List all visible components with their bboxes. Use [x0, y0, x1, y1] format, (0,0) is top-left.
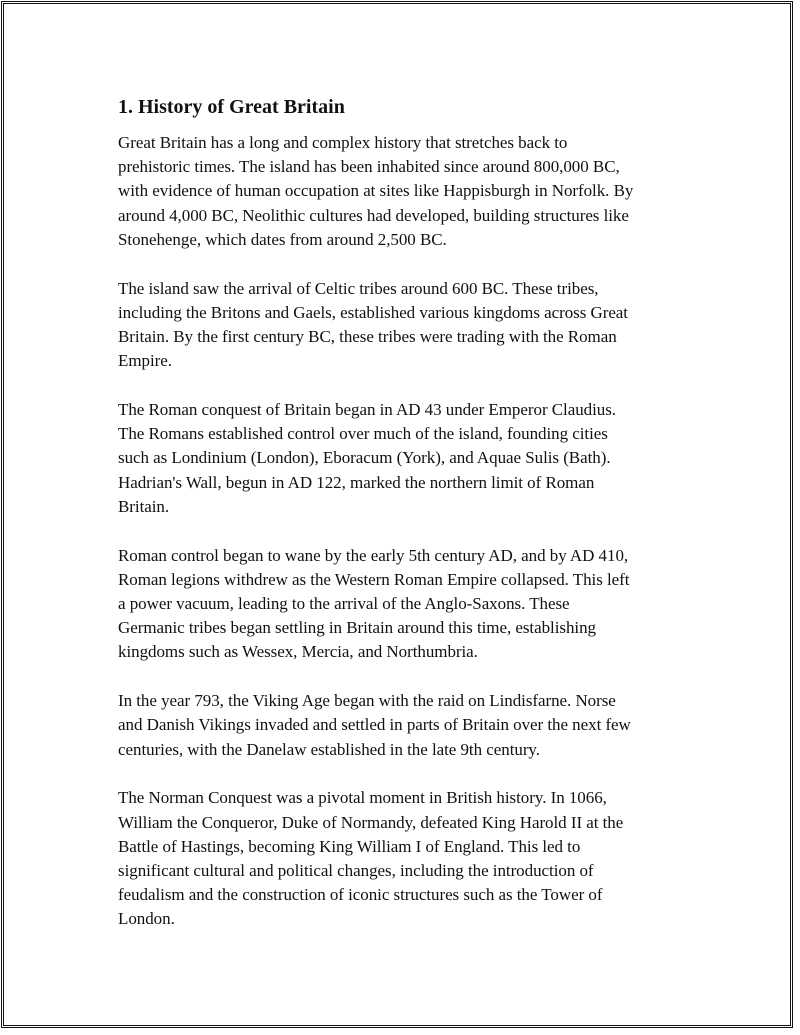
text-line: William the Conqueror, Duke of Normandy, defeated King Harold II at the — [118, 812, 624, 832]
paragraph-anglo-saxons — [118, 544, 688, 665]
text-line: The Roman conquest of Britain began in AD 43 under Emperor Claudius. — [118, 400, 617, 420]
text-line: In the year 793, the Viking Age began with the raid on Lindisfarne. Norse — [118, 691, 616, 711]
text-line: such as Londinium (London), Eboracum (York), and Aquae Sulis (Bath). — [118, 448, 611, 468]
paragraph-viking-age — [118, 689, 688, 762]
text-line: prehistoric times. The island has been inhabited since around 800,000 BC, — [118, 157, 620, 177]
text-line: significant cultural and political changes, including the introduction of — [118, 861, 594, 881]
text-line: with evidence of human occupation at sites like Happisburgh in Norfolk. By — [118, 181, 634, 201]
text-line: kingdoms such as Wessex, Mercia, and Northumbria. — [118, 642, 478, 662]
paragraph-celtic-tribes — [118, 277, 688, 374]
paragraph-norman-conquest — [118, 786, 688, 931]
text-line: London. — [118, 909, 175, 929]
text-line: Germanic tribes began settling in Britain around this time, establishing — [118, 618, 596, 638]
text-line: Roman control began to wane by the early 5th century AD, and by AD 410, — [118, 545, 629, 565]
text-line: Hadrian's Wall, begun in AD 122, marked the northern limit of Roman — [118, 472, 595, 492]
text-line: Roman legions withdrew as the Western Roman Empire collapsed. This left — [118, 569, 630, 589]
text-line: Battle of Hastings, becoming King William I of England. This led to — [118, 836, 581, 856]
text-line: Britain. By the first century BC, these tribes were trading with the Roman — [118, 327, 617, 347]
document-body — [118, 94, 688, 956]
text-line: around 4,000 BC, Neolithic cultures had developed, building structures like — [118, 205, 629, 225]
page-title: 1. History of Great Britain — [118, 96, 345, 118]
text-line: Great Britain has a long and complex history that stretches back to — [118, 133, 568, 152]
text-line: Stonehenge, which dates from around 2,500 BC. — [118, 229, 447, 249]
text-line: Britain. — [118, 496, 170, 516]
text-line: feudalism and the construction of iconic structures such as the Tower of — [118, 885, 603, 905]
text-line: The Romans established control over much of the island, founding cities — [118, 424, 608, 444]
text-line: centuries, with the Danelaw established in the late 9th century. — [118, 739, 540, 759]
text-line: and Danish Vikings invaded and settled in parts of Britain over the next few — [118, 715, 631, 735]
text-line: a power vacuum, leading to the arrival of the Anglo-Saxons. These — [118, 594, 570, 614]
paragraph-prehistory — [118, 131, 688, 252]
text-line: The island saw the arrival of Celtic tribes around 600 BC. These tribes, — [118, 278, 599, 298]
text-line: Empire. — [118, 351, 172, 371]
text-line: The Norman Conquest was a pivotal moment in British history. In 1066, — [118, 788, 607, 808]
paragraph-roman-conquest — [118, 398, 688, 519]
text-line: including the Britons and Gaels, established various kingdoms across Great — [118, 302, 628, 322]
